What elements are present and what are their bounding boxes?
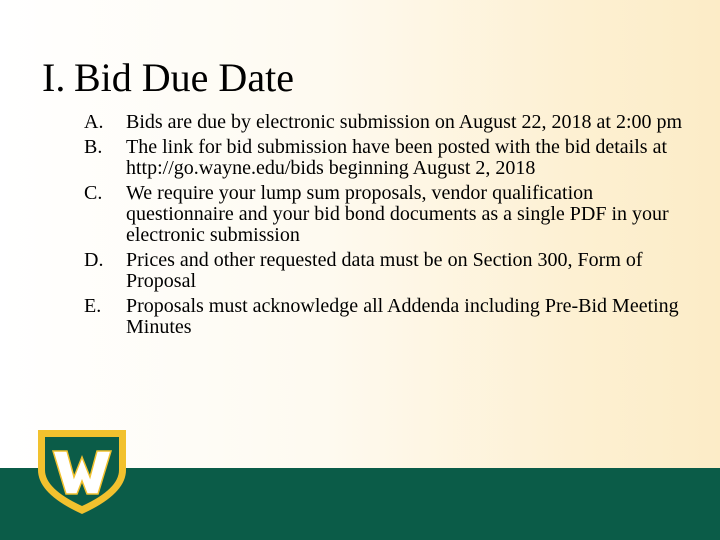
item-text: The link for bid submission have been posted with the bid details at http://go.wayne.edu/bids beginning August 2, 2018	[126, 136, 668, 179]
item-text: Bids are due by electronic submission on August 22, 2018 at 2:00 pm	[126, 111, 683, 133]
list-item	[84, 137, 694, 179]
title-number: I.	[42, 55, 66, 100]
list-item	[84, 296, 694, 338]
item-letter: C.	[84, 182, 103, 204]
item-text: Proposals must acknowledge all Addenda including Pre-Bid Meeting Minutes	[126, 295, 679, 338]
list-item	[84, 183, 694, 246]
wayne-state-w-shield-icon	[34, 424, 130, 516]
item-letter: E.	[84, 295, 102, 317]
item-text: We require your lump sum proposals, vendor qualification questionnaire and your bid bond documents as a single PDF in your electronic submission	[126, 182, 669, 246]
title-text: Bid Due Date	[74, 55, 294, 100]
list-item	[84, 250, 694, 292]
item-letter: A.	[84, 111, 104, 133]
bullet-list	[84, 112, 694, 342]
list-item	[84, 112, 694, 133]
item-text: Prices and other requested data must be on Section 300, Form of Proposal	[126, 249, 643, 292]
item-letter: D.	[84, 249, 104, 271]
item-letter: B.	[84, 136, 103, 158]
slide-title	[42, 54, 294, 102]
